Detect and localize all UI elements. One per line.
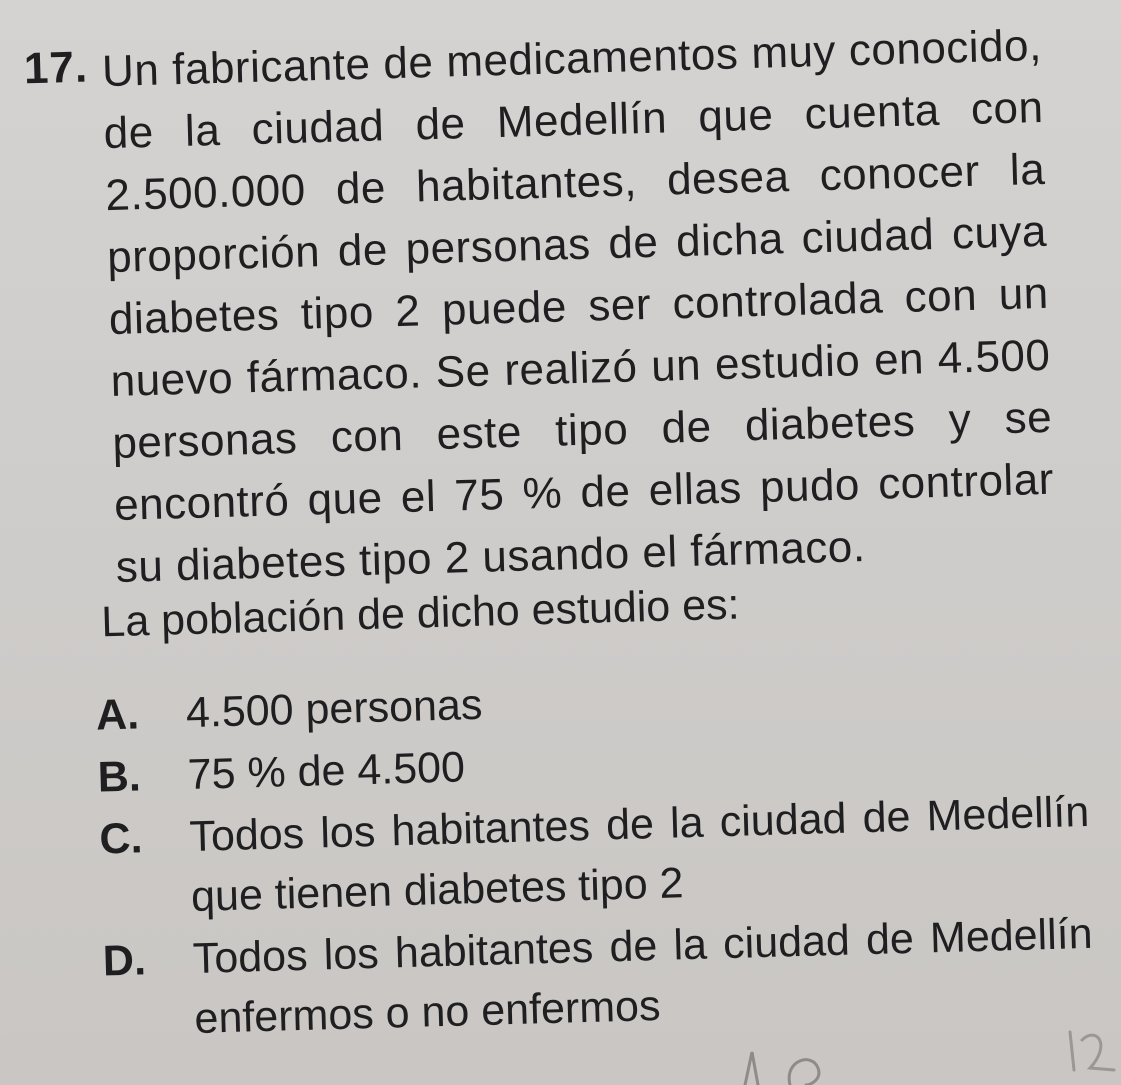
option-text: Todos los habitantes de la ciudad de Medellín que tienen diabetes tipo 2 [188, 787, 1090, 922]
option-d[interactable] [102, 904, 1095, 1052]
question-stem: Un fabricante de medicamentos muy conocido, de la ciudad de Medellín que cuenta con 2.500.000 de habitantes, desea conocer la proporción de personas de dicha ciudad cuya diabetes tipo 2 puede ser controlada con un nuevo fármaco. Se realizó un estudio en 4.500 personas con este tipo de diabetes y se encontró que el 75 % de ellas pudo controlar su diabetes tipo 2 usando el fármaco. [101, 20, 1055, 592]
option-letter: C. [98, 814, 144, 864]
option-text: 4.500 personas [185, 680, 483, 738]
question-number: 17. [23, 42, 89, 94]
option-letter: A. [95, 690, 140, 740]
option-letter: D. [102, 936, 147, 986]
question-prompt: La población de dicho estudio es: [100, 580, 741, 647]
option-letter: B. [97, 752, 142, 802]
option-text: Todos los habitantes de la ciudad de Medellín enfermos o no enfermos [192, 909, 1094, 1043]
answer-options [95, 658, 1095, 1053]
option-text: 75 % de 4.500 [187, 743, 466, 800]
pencil-stroke [789, 1060, 819, 1085]
